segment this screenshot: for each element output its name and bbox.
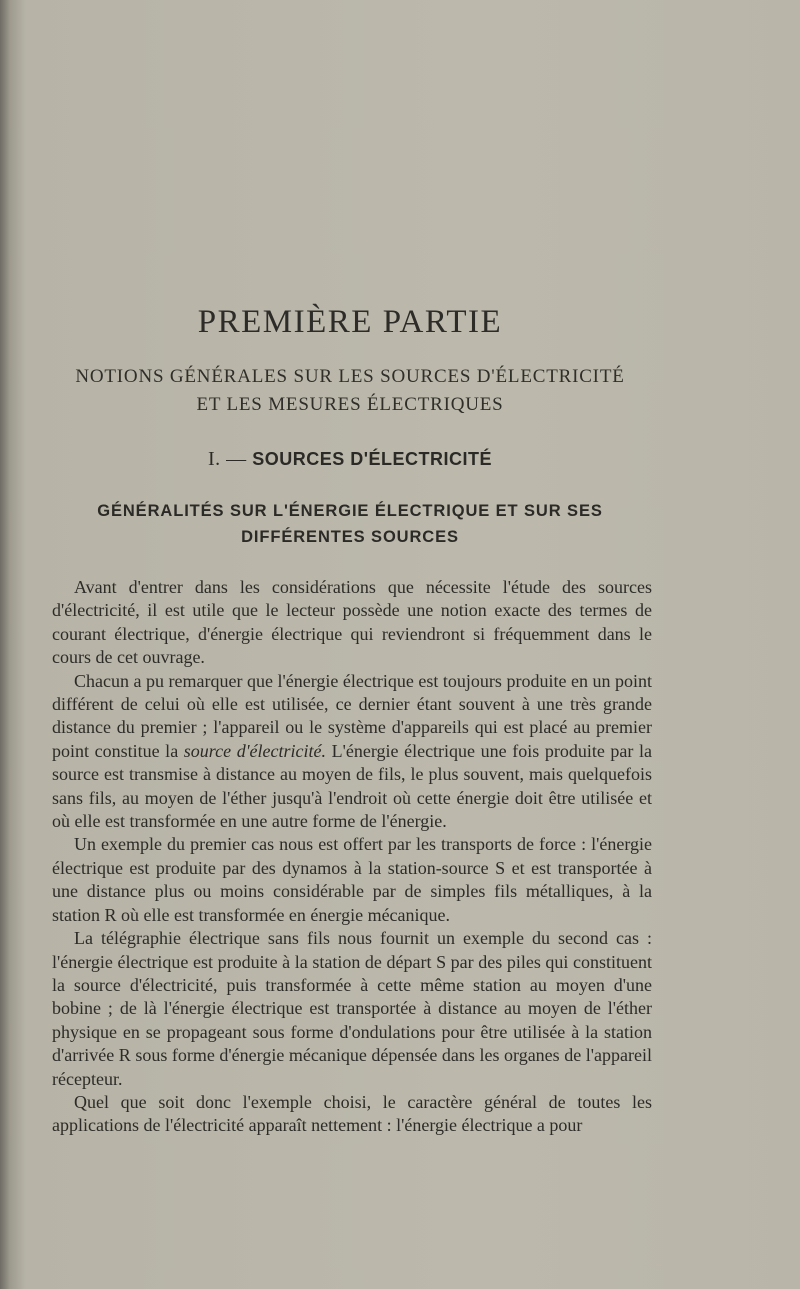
paragraph-2 (52, 670, 652, 834)
part-subtitle-line-1: NOTIONS GÉNÉRALES SUR LES SOURCES D'ÉLECTRICITÉ (75, 366, 625, 387)
section-heading (0, 448, 700, 471)
section-number: I. — (208, 448, 247, 470)
paragraph-2-emphasis: source d'électricité. (183, 740, 327, 761)
section-title: SOURCES D'ÉLECTRICITÉ (252, 449, 492, 469)
part-title: PREMIÈRE PARTIE (197, 304, 503, 340)
paragraph-4: La télégraphie électrique sans fils nous fournit un exemple du second cas : l'énergie électrique est produite à la station de départ S par des piles qui constituent la source d'électricité, puis transformée à cette même station au moyen d'une bobine ; de là l'énergie électrique est transportée à distance au moyen de l'éther physique en se propageant sous forme d'ondulations pour être utilisée à la station d'arrivée R sous forme d'énergie mécanique dépensée dans les organes de l'appareil récepteur. (52, 928, 652, 1089)
part-subtitle-line-2: ET LES MESURES ÉLECTRIQUES (196, 394, 504, 415)
chapter-heading-line-1: GÉNÉRALITÉS SUR L'ÉNERGIE ÉLECTRIQUE ET SUR SES (97, 502, 603, 520)
paragraph-2-text-b: L'énergie électrique une fois produite par la source est transmise à distance au moyen de fils, le plus souvent, mais quelquefois sans fils, au moyen de l'éther jusqu'à l'endroit où cette énergie doit être utilisée et où elle est transformée en une autre forme de l'énergie. (52, 740, 652, 832)
paragraph-3: Un exemple du premier cas nous est offert par les transports de force : l'énergie électrique est produite par des dynamos à la station-source S et est transportée à une distance plus ou moins considérable par de simples fils métalliques, à la station R où elle est transformée en énergie mécanique. (52, 834, 652, 925)
paragraph-5: Quel que soit donc l'exemple choisi, le caractère général de toutes les applications de l'électricité apparaît nettement : l'énergie électrique a pour (52, 1091, 652, 1136)
paragraph-2-text-a: Chacun a pu remarquer que l'énergie électrique est toujours produite en un point différent de celui où elle est utilisée, ce dernier étant souvent à une très grande distance du premier ; l'appareil ou le système d'appareils qui est placé au premier point constitue la (52, 670, 652, 761)
body-text (52, 576, 652, 1138)
chapter-heading-line-2: DIFFÉRENTES SOURCES (241, 528, 459, 546)
paragraph-1: Avant d'entrer dans les considérations que nécessite l'étude des sources d'électricité, il est utile que le lecteur possède une notion exacte des termes de courant électrique, d'énergie électrique qui reviendront si fréquemment dans le cours de cet ouvrage. (52, 577, 652, 668)
